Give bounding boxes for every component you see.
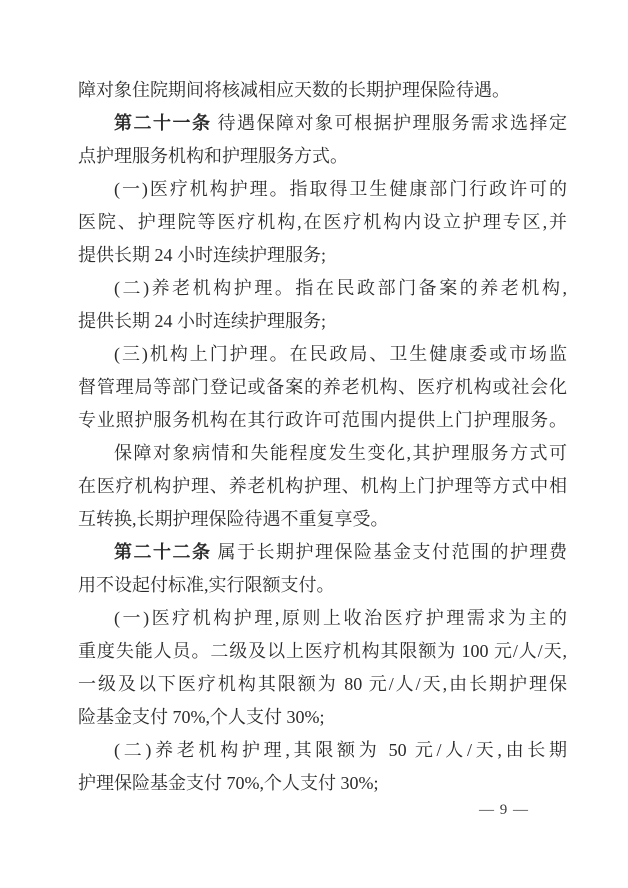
doc-line [78, 107, 567, 140]
doc-line: 提供长期 24 小时连续护理服务; [78, 245, 326, 265]
doc-line: (二)养老机构护理。指在民政部门备案的养老机构, [114, 278, 567, 298]
article-number: 第二十二条 [114, 542, 212, 562]
doc-line-text: 待遇保障对象可根据护理服务需求选择定 [211, 113, 567, 133]
doc-line: 一级及以下医疗机构其限额为 80 元/人/天,由长期护理保 [78, 674, 567, 694]
doc-line: 点护理服务机构和护理服务方式。 [78, 146, 348, 166]
article-number: 第二十一条 [114, 113, 212, 133]
doc-line: 医院、护理院等医疗机构,在医疗机构内设立护理专区,并 [78, 212, 567, 232]
doc-line-text: 属于长期护理保险基金支付范围的护理费 [211, 542, 567, 562]
doc-line: 专业照护服务机构在其行政许可范围内提供上门护理服务。 [78, 410, 567, 430]
doc-line: 在医疗机构护理、养老机构护理、机构上门护理等方式中相 [78, 476, 567, 496]
doc-line: (二)养老机构护理,其限额为 50 元/人/天,由长期 [114, 740, 567, 760]
doc-line [78, 536, 567, 569]
doc-line: 重度失能人员。二级及以上医疗机构其限额为 100 元/人/天, [78, 641, 567, 661]
doc-line: (一)医疗机构护理,原则上收治医疗护理需求为主的 [114, 608, 567, 628]
doc-line: (一)医疗机构护理。指取得卫生健康部门行政许可的 [114, 179, 567, 199]
doc-line: 互转换,长期护理保险待遇不重复享受。 [78, 509, 389, 529]
page-number: — 9 — [479, 802, 529, 818]
doc-line: 督管理局等部门登记或备案的养老机构、医疗机构或社会化 [78, 377, 567, 397]
doc-line: 障对象住院期间将核减相应天数的长期护理保险待遇。 [78, 80, 510, 100]
doc-line: 保障对象病情和失能程度发生变化,其护理服务方式可 [114, 443, 567, 463]
doc-line: 护理保险基金支付 70%,个人支付 30%; [78, 773, 379, 793]
doc-line: 险基金支付 70%,个人支付 30%; [78, 707, 325, 727]
document-body [78, 74, 567, 800]
doc-line: (三)机构上门护理。在民政局、卫生健康委或市场监 [114, 344, 567, 364]
doc-line: 提供长期 24 小时连续护理服务; [78, 311, 326, 331]
doc-line: 用不设起付标准,实行限额支付。 [78, 575, 335, 595]
